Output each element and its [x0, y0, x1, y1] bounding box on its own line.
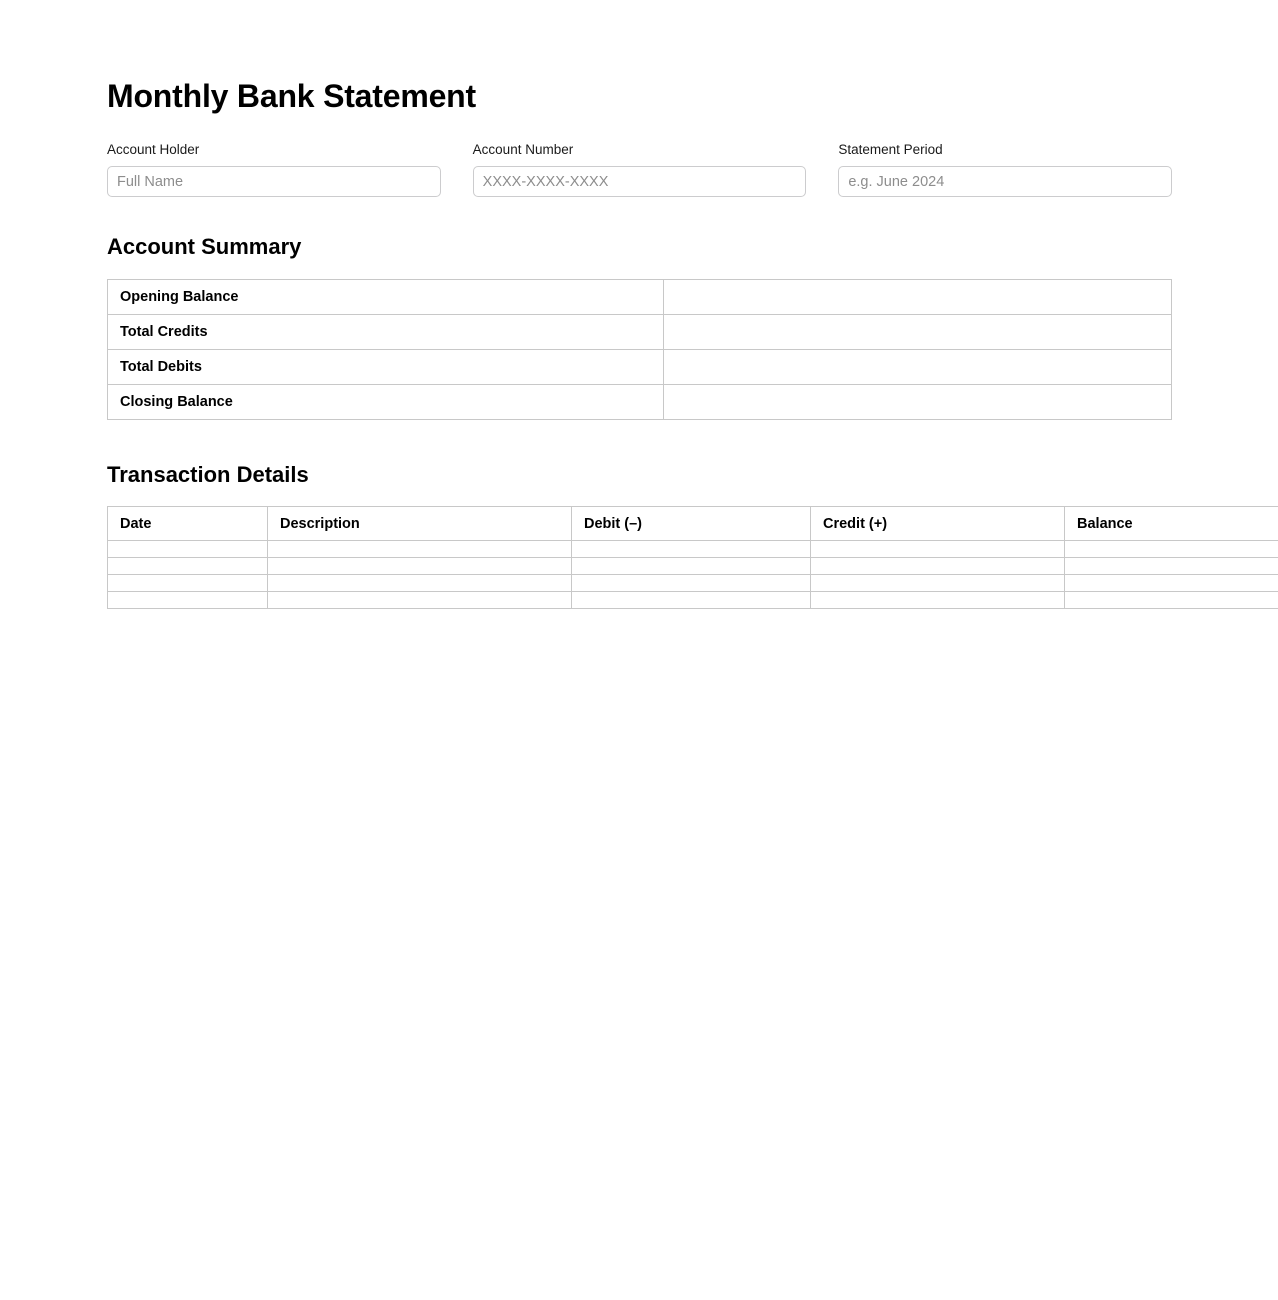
cell-credit[interactable] — [811, 558, 1065, 575]
cell-description[interactable] — [268, 558, 572, 575]
table-row — [108, 279, 1172, 314]
summary-value-total-credits[interactable] — [664, 314, 1172, 349]
summary-label-total-credits: Total Credits — [108, 314, 664, 349]
field-account-holder — [107, 141, 441, 198]
table-row — [108, 592, 1278, 609]
table-row — [108, 575, 1278, 592]
table-row — [108, 541, 1278, 558]
column-header-credit: Credit (+) — [811, 507, 1065, 541]
cell-credit[interactable] — [811, 541, 1065, 558]
cell-debit[interactable] — [572, 541, 811, 558]
page-title: Monthly Bank Statement — [107, 78, 476, 114]
cell-date[interactable] — [108, 592, 268, 609]
column-header-balance: Balance — [1065, 507, 1278, 541]
statement-page — [0, 0, 1278, 609]
cell-date[interactable] — [108, 575, 268, 592]
statement-period-label: Statement Period — [838, 141, 943, 157]
column-header-date: Date — [108, 507, 268, 541]
field-statement-period — [838, 141, 1172, 198]
cell-credit[interactable] — [811, 575, 1065, 592]
column-header-debit: Debit (–) — [572, 507, 811, 541]
cell-description[interactable] — [268, 575, 572, 592]
summary-label-closing-balance: Closing Balance — [108, 384, 664, 419]
table-row — [108, 314, 1172, 349]
account-info-form — [107, 141, 1172, 198]
cell-balance[interactable] — [1065, 575, 1278, 592]
cell-balance[interactable] — [1065, 592, 1278, 609]
cell-credit[interactable] — [811, 592, 1065, 609]
statement-period-input[interactable] — [838, 166, 1172, 197]
transaction-details-heading: Transaction Details — [107, 461, 309, 487]
cell-date[interactable] — [108, 541, 268, 558]
summary-label-opening-balance: Opening Balance — [108, 279, 664, 314]
account-holder-input[interactable] — [107, 166, 441, 197]
cell-debit[interactable] — [572, 558, 811, 575]
cell-date[interactable] — [108, 558, 268, 575]
cell-balance[interactable] — [1065, 558, 1278, 575]
column-header-description: Description — [268, 507, 572, 541]
cell-description[interactable] — [268, 541, 572, 558]
table-row — [108, 384, 1172, 419]
field-account-number — [473, 141, 807, 198]
summary-label-total-debits: Total Debits — [108, 349, 664, 384]
cell-debit[interactable] — [572, 575, 811, 592]
summary-value-closing-balance[interactable] — [664, 384, 1172, 419]
cell-debit[interactable] — [572, 592, 811, 609]
account-holder-label: Account Holder — [107, 141, 200, 157]
cell-description[interactable] — [268, 592, 572, 609]
table-row — [108, 349, 1172, 384]
table-header-row — [108, 507, 1278, 541]
cell-balance[interactable] — [1065, 541, 1278, 558]
account-summary-table — [107, 279, 1172, 420]
summary-value-total-debits[interactable] — [664, 349, 1172, 384]
account-number-input[interactable] — [473, 166, 807, 197]
table-row — [108, 558, 1278, 575]
transaction-details-table — [107, 506, 1278, 609]
account-number-label: Account Number — [472, 141, 574, 157]
account-summary-heading: Account Summary — [107, 234, 302, 260]
summary-value-opening-balance[interactable] — [664, 279, 1172, 314]
